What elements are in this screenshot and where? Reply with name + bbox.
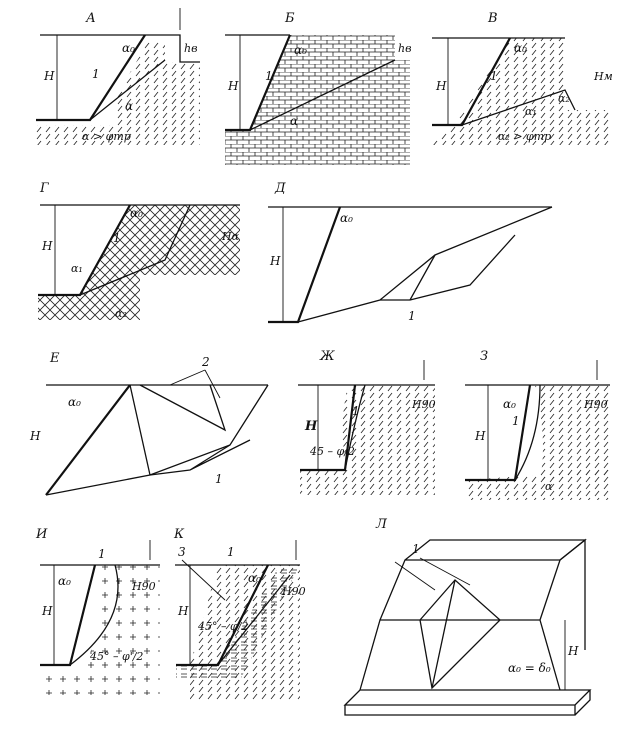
panel-letter: А [86, 11, 96, 26]
panel-letter: З [480, 349, 489, 364]
crack-depth-label: hв [184, 42, 198, 55]
curve2-label: 2 [202, 355, 210, 369]
panel-letter: Л [376, 517, 387, 532]
height-label: H [42, 604, 53, 618]
curve-label: 1 [92, 67, 100, 81]
crest-line [40, 35, 200, 62]
alpha0-label: α₀ [122, 41, 135, 55]
base-slab [345, 690, 590, 705]
condition-label: α > φтр [82, 130, 131, 143]
curve-label: 1 [113, 231, 121, 245]
panel-h [465, 349, 610, 500]
panel-letter: В [488, 11, 498, 26]
curve-label: 1 [412, 542, 420, 556]
block-faces [360, 540, 585, 690]
block-top [380, 540, 585, 620]
leader-1 [395, 558, 470, 590]
failure-wedge [420, 580, 500, 688]
panel-l [345, 517, 590, 715]
crack-depth-label: H90 [132, 580, 156, 593]
height-label: H [178, 604, 189, 618]
height-label: H [30, 429, 41, 443]
ground-base [300, 470, 435, 495]
angle-label: 45 – φ/2 [310, 445, 355, 458]
alpha0-label: α₀ [68, 395, 81, 409]
alpha-label: α [545, 480, 553, 493]
height-label: H [436, 79, 447, 93]
alpha2-label: α₂ [558, 92, 570, 105]
height-label: H [228, 79, 239, 93]
alpha0-label: α₀ [248, 571, 261, 585]
panel-c [432, 11, 613, 145]
alpha0-label: α₀ [503, 397, 516, 411]
panel-i [35, 527, 160, 695]
crack-depth-label: H90 [584, 398, 608, 411]
panel-letter: Г [40, 181, 49, 196]
angle-label: 45° – φ'/2 [90, 650, 144, 663]
height-label: H [305, 419, 318, 434]
alpha2-label: α₂ [115, 307, 127, 320]
height-label: H [270, 254, 281, 268]
alpha1-label: α₁ [71, 262, 83, 275]
panel-letter: Ж [320, 349, 335, 364]
height-label: H [42, 239, 53, 253]
alpha-label: α [125, 99, 134, 113]
thickness-label: Hм [594, 70, 613, 83]
height-label: H [568, 644, 579, 658]
panel-letter: Е [50, 351, 60, 366]
curve3-label: 3 [178, 545, 186, 559]
rock-mass [38, 205, 240, 320]
alpha-label: α [290, 114, 299, 128]
curve-label: 1 [227, 545, 235, 559]
curve-label: 1 [512, 414, 520, 428]
height-label: H [44, 69, 55, 83]
wedge-lines [130, 385, 250, 475]
failure-outline [298, 207, 552, 322]
ground-base [465, 470, 610, 500]
panel-letter: Б [285, 11, 295, 26]
alpha0-label: α₀ [58, 574, 71, 588]
slope-face [46, 385, 130, 495]
panel-f [29, 351, 268, 495]
panel-d [38, 181, 240, 320]
panel-letter: К [174, 527, 185, 542]
equation-label: α₀ = δ₀ [508, 661, 551, 675]
panel-e [268, 181, 552, 323]
curve-label: 1 [98, 547, 106, 561]
angle-label: 45° – φ/2 [198, 620, 249, 633]
panel-letter: Д [275, 181, 286, 196]
curve-label: 1 [215, 472, 223, 486]
alpha0-label: α₀ [294, 43, 307, 57]
panel-g [298, 349, 436, 495]
crack-depth-label: hв [398, 42, 412, 55]
alpha0-label: α₀ [514, 41, 527, 55]
alpha0-label: α₀ [340, 211, 353, 225]
curve-label: 1 [265, 69, 273, 83]
crack-depth-label: H90 [412, 398, 436, 411]
condition-label: α₂ > φтр [498, 130, 552, 143]
height-label: H [475, 429, 486, 443]
panel-letter: И [36, 527, 48, 542]
panel-k [173, 527, 306, 700]
crack-depth-label: H90 [282, 585, 306, 598]
alpha0-label: α₀ [130, 206, 143, 220]
alpha1-label: α₁ [525, 105, 537, 118]
panel-b [225, 11, 412, 165]
thickness-label: Hα [222, 230, 240, 243]
curve-label: 1 [352, 404, 360, 418]
curve-label: 1 [408, 309, 416, 323]
wedge-lines [380, 235, 515, 300]
rock-mass [225, 35, 410, 165]
base-slab-edge [345, 690, 590, 715]
curve-label: 1 [490, 69, 498, 83]
panel-a [36, 8, 200, 145]
